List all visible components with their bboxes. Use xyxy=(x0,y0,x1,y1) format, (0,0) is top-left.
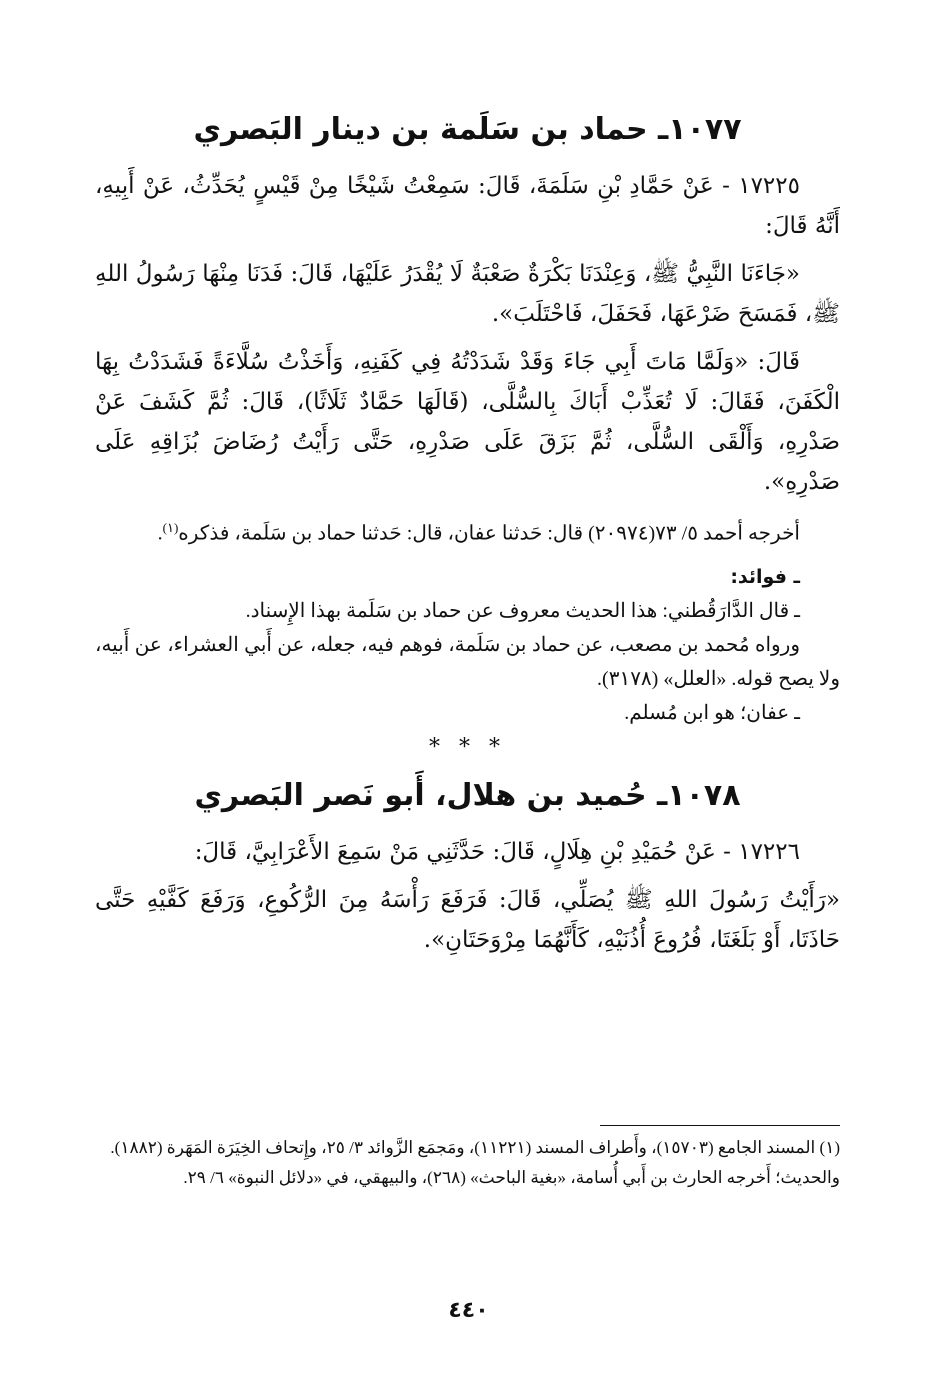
footnote-1: (١) المسند الجامع (١٥٧٠٣)، وأَطراف المسند (١١٢٢١)، ومَجمَع الزَّوائد ٣/ ٢٥، وإِتحاف الخِيَرَة المَهَرة (١٨٨٢). xyxy=(110,1138,840,1157)
footnote-1-continued: والحديث؛ أَخرجه الحارث بن أَبي أُسامة، «بغية الباحث» (٢٦٨)، والبيهقي، في «دلائل النبوة» ٦/ ٢٩. xyxy=(183,1168,840,1187)
page-body xyxy=(95,100,840,968)
hadith-intro-17226: ١٧٢٢٦ - عَنْ حُمَيْدِ بْنِ هِلَالٍ، قَالَ: حَدَّثَنِي مَنْ سَمِعَ الأَعْرَابِيَّ، قَالَ: xyxy=(194,838,800,865)
page-number: ٤٤٠ xyxy=(448,1298,489,1323)
footnote-ref-1: (١) xyxy=(162,520,179,535)
section-separator: * * * xyxy=(429,734,506,760)
takhrij-text: أخرجه أحمد ٥/ ٧٣(٢٠٩٧٤) قال: حَدثنا عفان، قال: حَدثنا حماد بن سَلَمة، فذكره xyxy=(178,522,800,545)
fawaid-item: ـ قال الدَّارَقُطني: هذا الحديث معروف عن حماد بن سَلَمة بهذا الإِسناد. xyxy=(245,599,800,622)
footnotes xyxy=(95,1133,840,1193)
footnote-divider xyxy=(600,1125,840,1126)
fawaid-item: ـ عفان؛ هو ابن مُسلم. xyxy=(624,701,800,724)
hadith-text-17225-continued: قَالَ: «وَلَمَّا مَاتَ أَبِي جَاءَ وَقَدْ شَدَدْتُهُ فِي كَفَنِهِ، وَأَخَذْتُ سُلَّاءَةً فَشَدَدْتُ بِهَا الْكَفَنَ، فَقَالَ: لَا تُعَذِّبْ أَبَاكَ بِالسُّلَّى، (قَالَهَا حَمَّادٌ ثَلَاثًا)، قَالَ: ثُمَّ كَشَفَ عَنْ صَدْرِهِ، وَأَلْقَى السُّلَّى، ثُمَّ بَزَقَ عَلَى صَدْرِهِ، حَتَّى رَأَيْتُ رُضَاضَ بُزَاقِهِ عَلَى صَدْرِهِ». xyxy=(95,349,840,495)
hadith-intro-17225: ١٧٢٢٥ - عَنْ حَمَّادِ بْنِ سَلَمَةَ، قَالَ: سَمِعْتُ شَيْخًا مِنْ قَيْسٍ يُحَدِّثُ، عَنْ أَبِيهِ، أَنَّهُ قَالَ: xyxy=(95,173,840,239)
hadith-text-17226: «رَأَيْتُ رَسُولَ اللهِ ﷺ يُصَلِّي، قَالَ: فَرَفَعَ رَأْسَهُ مِنَ الرُّكُوعِ، وَرَفَعَ كَفَّيْهِ حَتَّى حَاذَتَا، أَوْ بَلَغَتَا، فُرُوعَ أُذُنَيْهِ، كَأَنَّهُمَا مِرْوَحَتَانِ». xyxy=(95,886,840,953)
fawaid-title: ـ فوائد: xyxy=(730,565,800,588)
section-heading-1078: ١٠٧٨ـ حُميد بن هلال، أَبو نَصر البَصري xyxy=(194,777,741,813)
fawaid-item: ورواه مُحمد بن مصعب، عن حماد بن سَلَمة، فوهم فيه، جعله، عن أَبي العشراء، عن أَبيه، ولا يصح قوله. «العلل» (٣١٧٨). xyxy=(95,633,840,690)
section-heading-1077: ١٠٧٧ـ حماد بن سَلَمة بن دينار البَصري xyxy=(193,112,742,147)
takhrij-17225: أخرجه أحمد ٥/ ٧٣(٢٠٩٧٤) قال: حَدثنا عفان، قال: حَدثنا حماد بن سَلَمة، فذكره$^{(١)}$. xyxy=(157,520,800,545)
hadith-text-17225: «جَاءَنَا النَّبِيُّ ﷺ، وَعِنْدَنَا بَكْرَةٌ صَعْبَةٌ لَا يُقْدَرُ عَلَيْهَا، قَالَ: فَدَنَا مِنْهَا رَسُولُ اللهِ ﷺ، فَمَسَحَ ضَرْعَهَا، فَحَفَلَ، فَاحْتَلَبَ». xyxy=(95,261,840,327)
